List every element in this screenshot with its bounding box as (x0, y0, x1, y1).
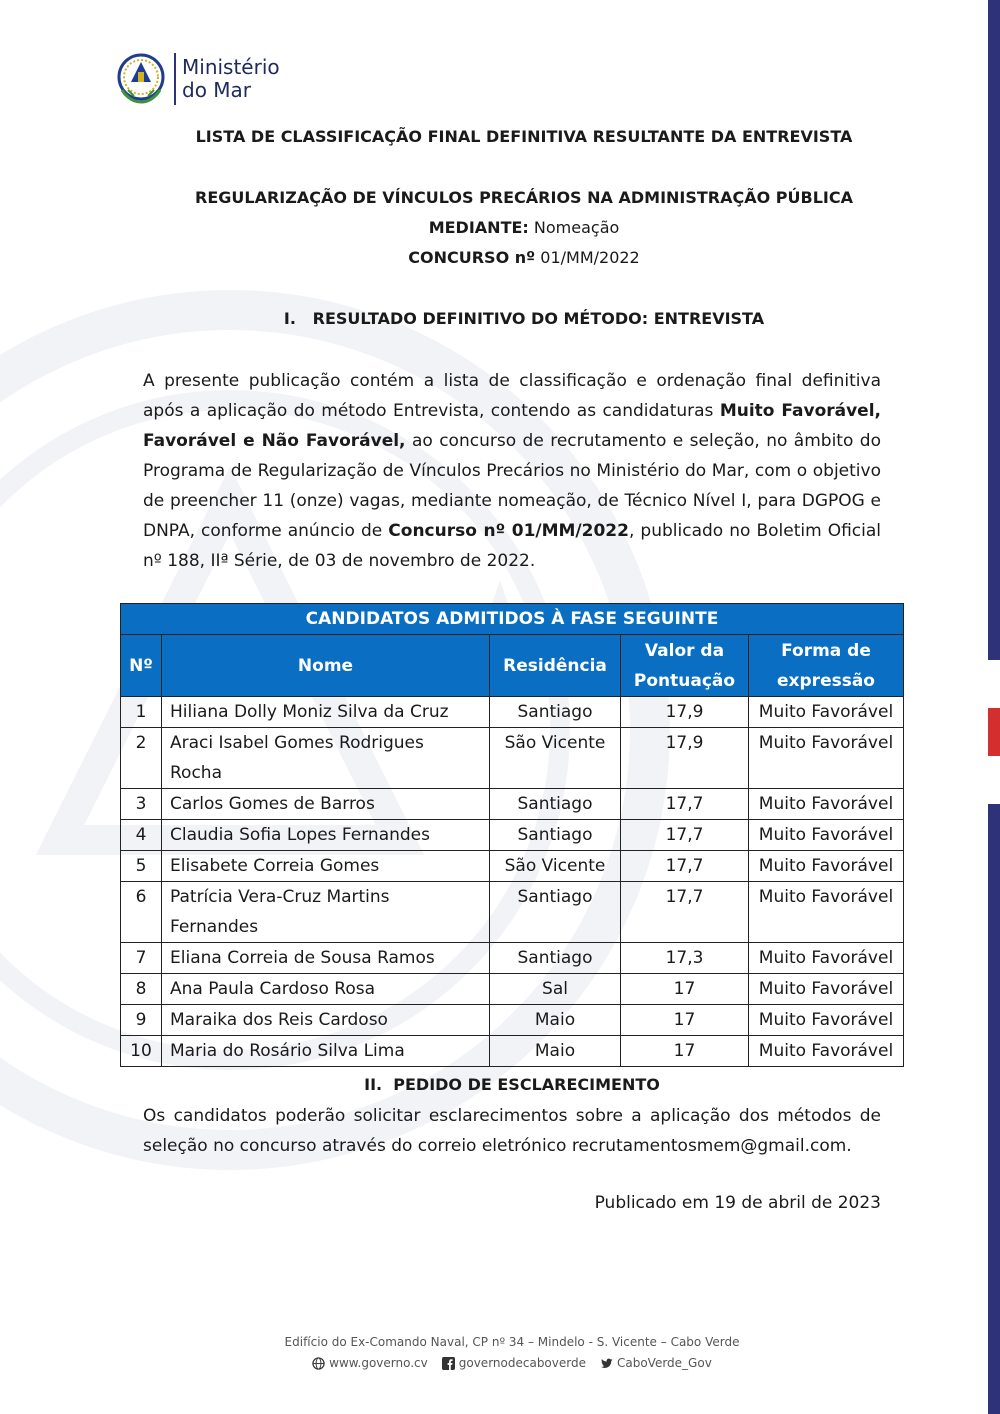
concurso-label: CONCURSO nº (408, 248, 536, 267)
cell-residence: Santiago (490, 789, 621, 820)
side-bar-red (988, 708, 1000, 756)
cell-expression: Muito Favorável (749, 697, 904, 728)
cell-name: Maria do Rosário Silva Lima (162, 1036, 490, 1067)
ministry-logo (112, 50, 280, 108)
table-row (121, 789, 904, 820)
mediante-line (0, 218, 1000, 237)
cell-num: 7 (121, 943, 162, 974)
footer-links (0, 1356, 1000, 1370)
cell-name: Hiliana Dolly Moniz Silva da Cruz (162, 697, 490, 728)
cell-score: 17,9 (621, 728, 749, 789)
cell-num: 3 (121, 789, 162, 820)
cell-expression: Muito Favorável (749, 974, 904, 1005)
table-row (121, 943, 904, 974)
cell-expression: Muito Favorável (749, 943, 904, 974)
cell-name: Carlos Gomes de Barros (162, 789, 490, 820)
cell-num: 6 (121, 882, 162, 943)
cell-score: 17,3 (621, 943, 749, 974)
coat-of-arms-icon (112, 50, 170, 108)
cell-expression: Muito Favorável (749, 1005, 904, 1036)
cell-expression: Muito Favorável (749, 882, 904, 943)
cell-residence: São Vicente (490, 728, 621, 789)
table-row (121, 882, 904, 943)
cell-name: Ana Paula Cardoso Rosa (162, 974, 490, 1005)
cell-score: 17 (621, 1036, 749, 1067)
para-part-c: , publicado no Boletim Oficial nº 188, IIª Série, de 03 de novembro de 2022. (143, 521, 882, 571)
cell-num: 8 (121, 974, 162, 1005)
section-1-heading: I. RESULTADO DEFINITIVO DO MÉTODO: ENTREVISTA (283, 309, 765, 328)
section-2-paragraph: Os candidatos poderão solicitar esclarecimentos sobre a aplicação dos métodos de seleção no concurso através do correio eletrónico recrutamentosmem@gmail.com. (143, 1106, 881, 1156)
mediante-label: MEDIANTE: (428, 218, 529, 237)
table-row (121, 1005, 904, 1036)
cell-residence: Maio (490, 1036, 621, 1067)
cell-score: 17 (621, 974, 749, 1005)
cell-residence: Santiago (490, 697, 621, 728)
cell-expression: Muito Favorável (749, 1036, 904, 1067)
cell-expression: Muito Favorável (749, 728, 904, 789)
side-bar-top (988, 0, 1000, 660)
cell-num: 10 (121, 1036, 162, 1067)
cell-name: Eliana Correia de Sousa Ramos (162, 943, 490, 974)
table-caption: CANDIDATOS ADMITIDOS À FASE SEGUINTE (121, 604, 904, 635)
footer-website[interactable] (312, 1356, 428, 1370)
logo-separator (174, 53, 176, 105)
twitter-icon (600, 1357, 613, 1370)
side-bar-bottom (988, 804, 1000, 1414)
section-2-heading: II. PEDIDO DE ESCLARECIMENTO (364, 1075, 660, 1094)
logo-line-2: do Mar (182, 78, 252, 102)
cell-score: 17 (621, 1005, 749, 1036)
footer-twitter[interactable] (600, 1356, 712, 1370)
section-1-paragraph (143, 366, 881, 576)
cell-score: 17,7 (621, 851, 749, 882)
cell-residence: Santiago (490, 943, 621, 974)
cell-residence: São Vicente (490, 851, 621, 882)
table-row (121, 697, 904, 728)
cell-score: 17,7 (621, 789, 749, 820)
para-bold-1: Muito Favorável, Favorável e Não Favorável, (143, 401, 882, 451)
cell-expression: Muito Favorável (749, 851, 904, 882)
cell-residence: Sal (490, 974, 621, 1005)
table-row (121, 974, 904, 1005)
twitter-text: CaboVerde_Gov (616, 1356, 712, 1370)
table-row (121, 1036, 904, 1067)
cell-score: 17,7 (621, 820, 749, 851)
cell-num: 1 (121, 697, 162, 728)
cell-residence: Santiago (490, 820, 621, 851)
table-caption-row (121, 604, 904, 635)
para-part-b: ao concurso de recrutamento e seleção, no âmbito do Programa de Regularização de Vínculos Precários no Ministério do Mar, com o objetivo de preencher 11 (onze) vagas, mediante nomeação, de Técnico Nível I, para DGPOG e DNPA, conforme anúncio de (143, 431, 881, 541)
cell-name: Patrícia Vera-Cruz Martins Fernandes (162, 882, 490, 943)
footer-facebook[interactable] (442, 1356, 586, 1370)
table-header-row (121, 635, 904, 697)
document-subtitle: REGULARIZAÇÃO DE VÍNCULOS PRECÁRIOS NA ADMINISTRAÇÃO PÚBLICA (195, 188, 853, 207)
cell-num: 2 (121, 728, 162, 789)
facebook-icon (442, 1357, 455, 1370)
mediante-value: Nomeação (533, 218, 620, 237)
cell-name: Araci Isabel Gomes Rodrigues Rocha (162, 728, 490, 789)
cell-score: 17,7 (621, 882, 749, 943)
cell-score: 17,9 (621, 697, 749, 728)
footer-address: Edifício do Ex-Comando Naval, CP nº 34 – Mindelo - S. Vicente – Cabo Verde (284, 1335, 740, 1349)
concurso-line (0, 248, 1000, 267)
para-bold-2: Concurso nº 01/MM/2022 (388, 521, 629, 541)
concurso-value: 01/MM/2022 (540, 248, 640, 267)
cell-expression: Muito Favorável (749, 789, 904, 820)
cell-name: Elisabete Correia Gomes (162, 851, 490, 882)
cell-num: 5 (121, 851, 162, 882)
cell-name: Claudia Sofia Lopes Fernandes (162, 820, 490, 851)
para-part-a: A presente publicação contém a lista de classificação e ordenação final definitiva após a aplicação do método Entrevista, contendo as candidaturas (143, 371, 881, 421)
table-row (121, 851, 904, 882)
cell-num: 4 (121, 820, 162, 851)
ministry-name (182, 56, 280, 102)
cell-name: Maraika dos Reis Cardoso (162, 1005, 490, 1036)
cell-expression: Muito Favorável (749, 820, 904, 851)
col-header-score: Valor da Pontuação (621, 635, 749, 697)
table-row (121, 728, 904, 789)
col-header-num: Nº (121, 635, 162, 697)
col-header-name: Nome (162, 635, 490, 697)
logo-line-1: Ministério (182, 55, 280, 79)
table-row (121, 820, 904, 851)
website-text: www.governo.cv (329, 1356, 428, 1370)
candidates-table (120, 603, 904, 1067)
globe-icon (312, 1357, 325, 1370)
cell-residence: Maio (490, 1005, 621, 1036)
facebook-text: governodecaboverde (458, 1356, 586, 1370)
cell-residence: Santiago (490, 882, 621, 943)
col-header-residence: Residência (490, 635, 621, 697)
document-title: LISTA DE CLASSIFICAÇÃO FINAL DEFINITIVA RESULTANTE DA ENTREVISTA (195, 127, 853, 146)
col-header-expression: Forma de expressão (749, 635, 904, 697)
publication-date: Publicado em 19 de abril de 2023 (594, 1193, 881, 1213)
cell-num: 9 (121, 1005, 162, 1036)
